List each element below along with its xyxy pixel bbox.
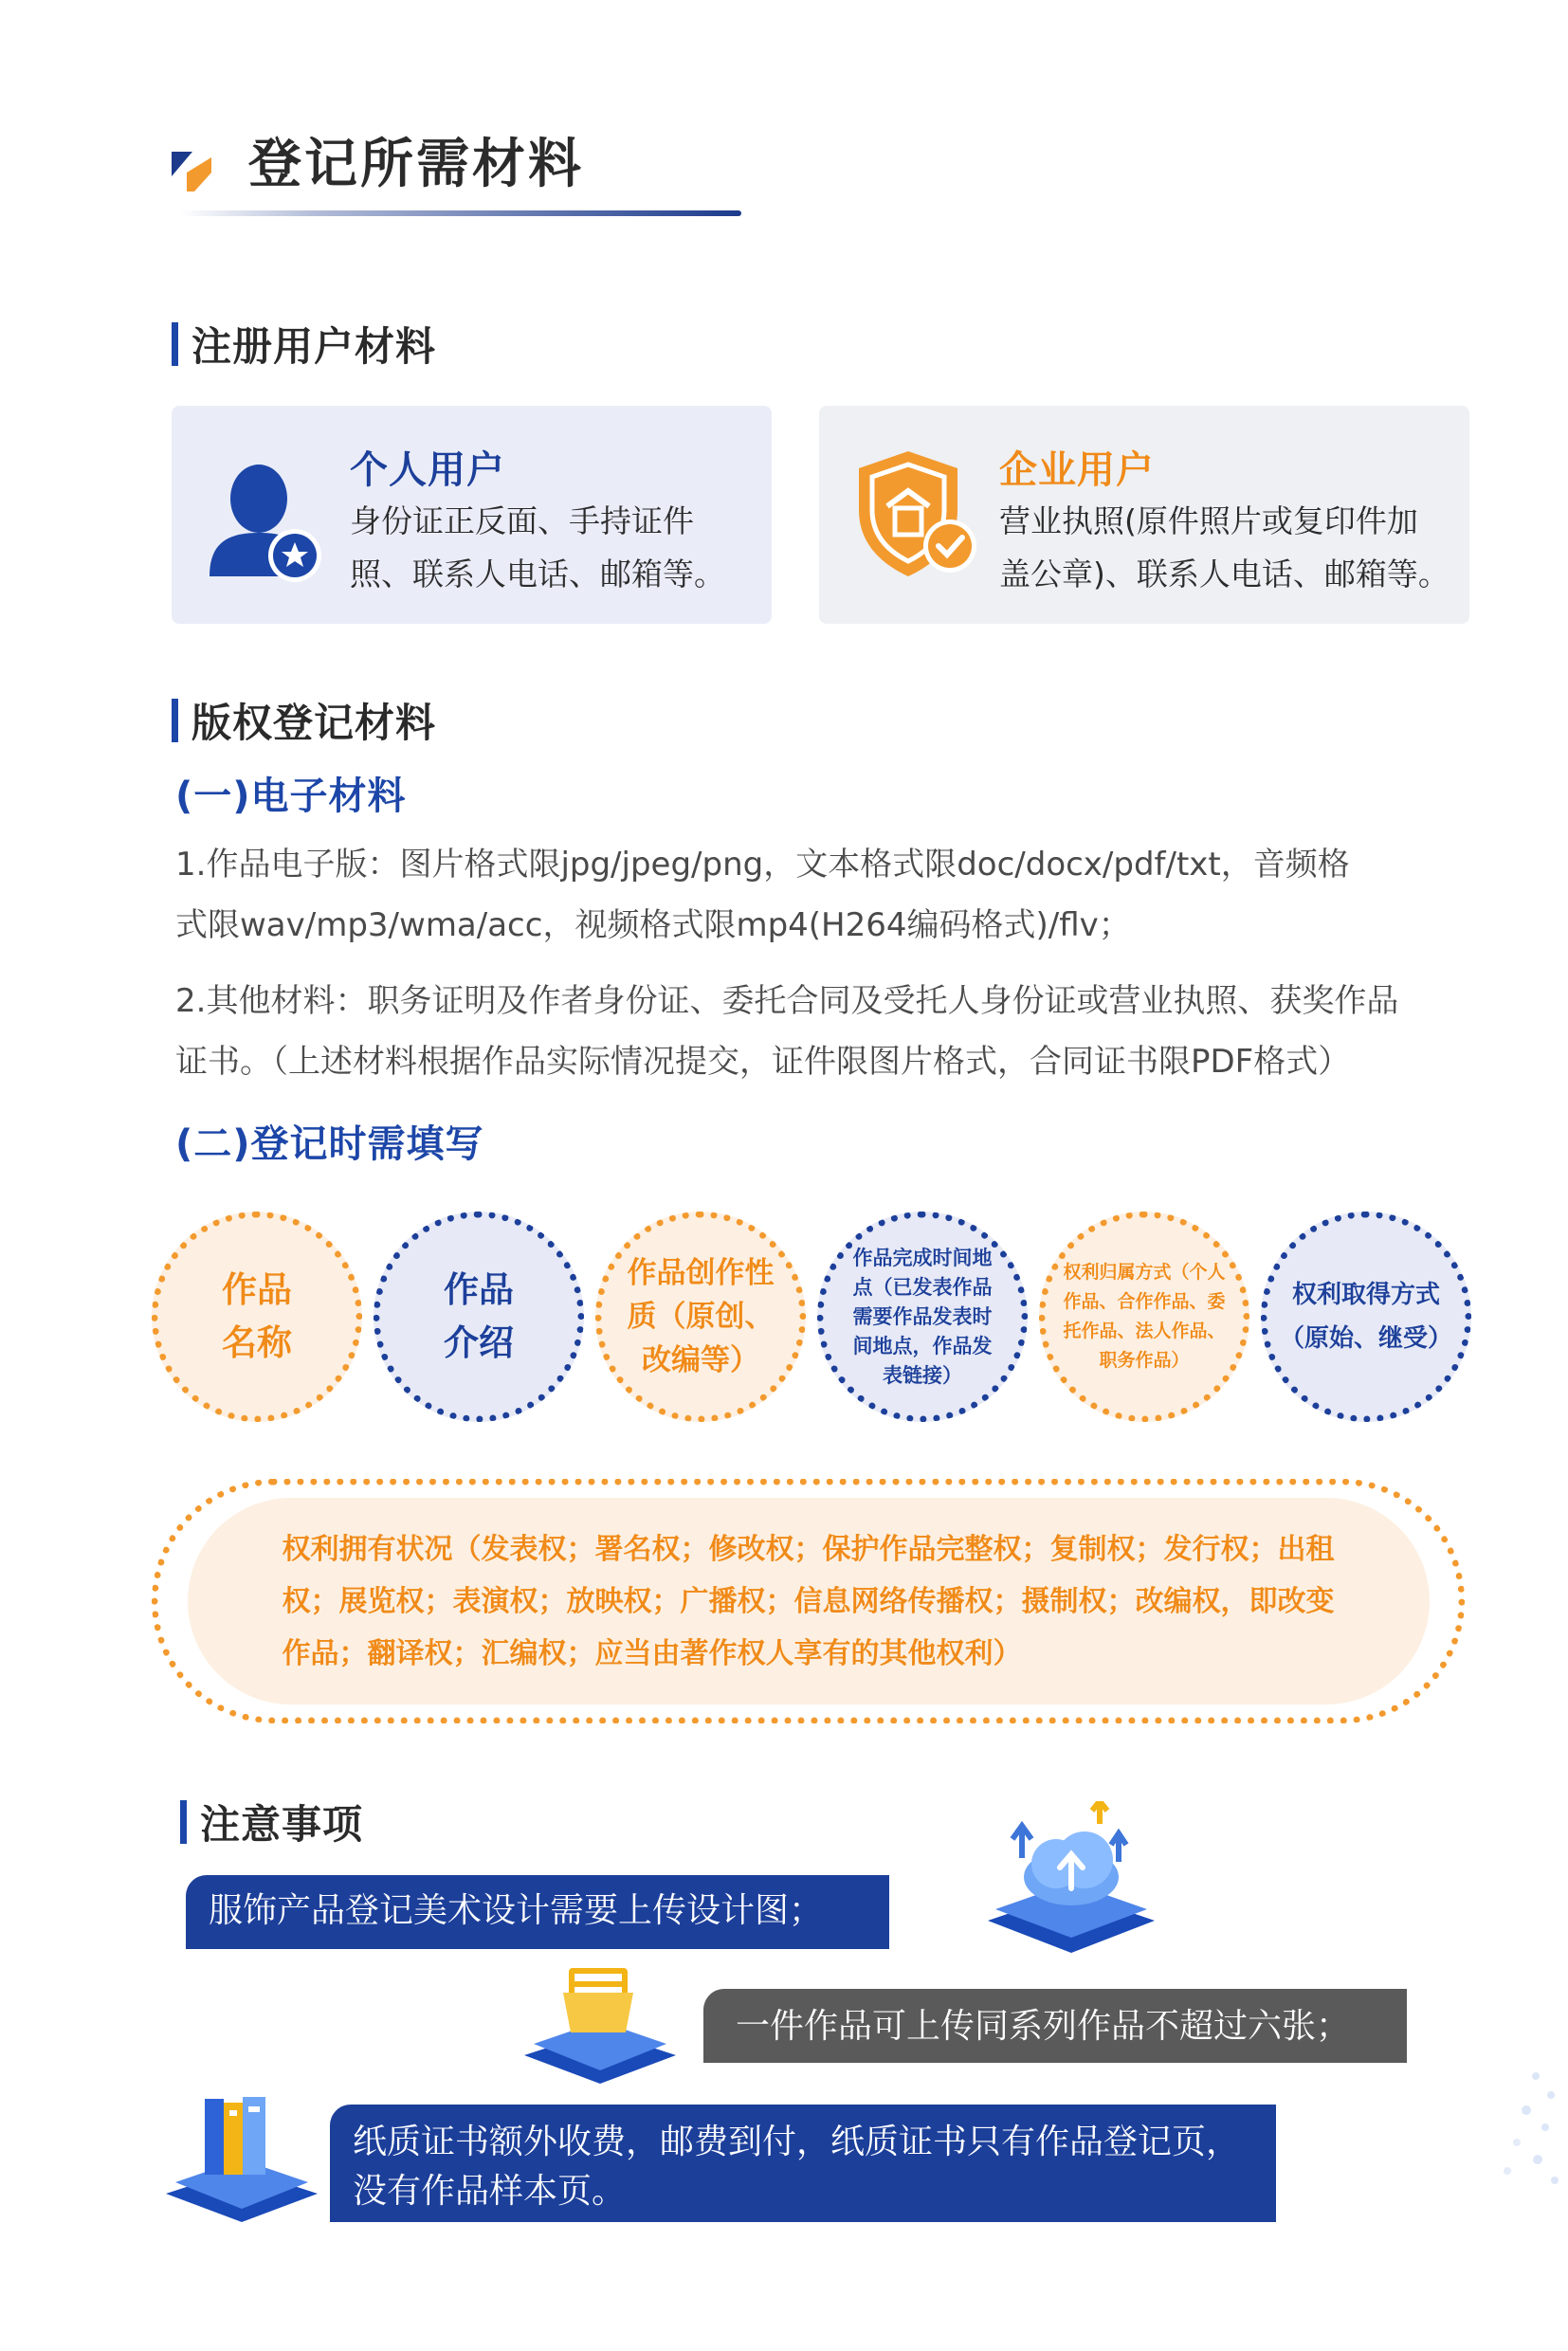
note-clothing-design: 服饰产品登记美术设计需要上传设计图； [186,1875,889,1949]
fill-in-heading: (二)登记时需填写 [175,1122,484,1166]
enterprise-user-desc: 营业执照(原件照片或复印件加 盖公章)、联系人电话、邮箱等。 [999,502,1449,592]
user-star-icon [200,455,333,588]
note-paper-certificate: 纸质证书额外收费，邮费到付，纸质证书只有作品登记页， 没有作品样本页。 [330,2105,1276,2222]
section-notes-heading: 注意事项 [180,1794,363,1850]
personal-user-card [172,406,772,624]
personal-user-title: 个人用户 [350,448,505,492]
circle-creation-nature: 作品创作性 质（原创、 改编等） [595,1212,806,1422]
circle-rights-ownership: 权利归属方式（个人 作品、合作作品、委 托作品、法人作品、 职务作品） [1039,1212,1249,1422]
page-title: 登记所需材料 [248,134,584,195]
books-platform-icon [161,2095,322,2228]
cloud-upload-icon [976,1801,1166,1962]
electronic-item-1: 1.作品电子版：图片格式限jpg/jpeg/png，文本格式限doc/docx/pdf/txt，音频格 式限wav/mp3/wma/acc，视频格式限mp4(H264编码格式)/flv； [175,846,1350,944]
electronic-materials-heading: (一)电子材料 [175,775,407,818]
section-bar [180,1800,187,1844]
enterprise-user-card [819,406,1469,624]
electronic-item-2: 2.其他材料：职务证明及作者身份证、委托合同及受托人身份证或营业执照、获奖作品 证书。（上述材料根据作品实际情况提交，证件限图片格式，合同证书限PDF格式） [175,982,1399,1081]
title-mark-icon [172,152,211,191]
section-bar [172,699,178,742]
section-registration-heading: 注册用户材料 [172,316,436,373]
circle-work-intro: 作品 介绍 [374,1212,584,1422]
note-series-limit: 一件作品可上传同系列作品不超过六张； [703,1989,1407,2063]
circle-completion-time-place: 作品完成时间地 点（已发表作品 需要作品发表时 间地点，作品发 表链接） [817,1212,1028,1422]
shield-check-icon [846,444,988,586]
circle-rights-acquisition: 权利取得方式 （原始、继受） [1261,1212,1471,1422]
folder-platform-icon [520,1964,681,2087]
personal-user-desc: 身份证正反面、手持证件 照、联系人电话、邮箱等。 [350,502,725,592]
section-bar [172,322,178,366]
circle-work-name: 作品 名称 [152,1212,362,1422]
rights-status-text: 权利拥有状况（发表权；署名权；修改权；保护作品完整权；复制权；发行权；出租 权；展览权；表演权；放映权；广播权；信息网络传播权；摄制权；改编权，即改变 作品；翻译权；汇编权；应当由著作权人享有的其他权利） [282,1532,1335,1670]
enterprise-user-title: 企业用户 [999,448,1155,492]
title-underline [180,210,741,216]
rights-status-box [152,1479,1465,1723]
decor-dots-icon [1479,2067,1564,2199]
section-copyright-heading: 版权登记材料 [172,692,436,749]
